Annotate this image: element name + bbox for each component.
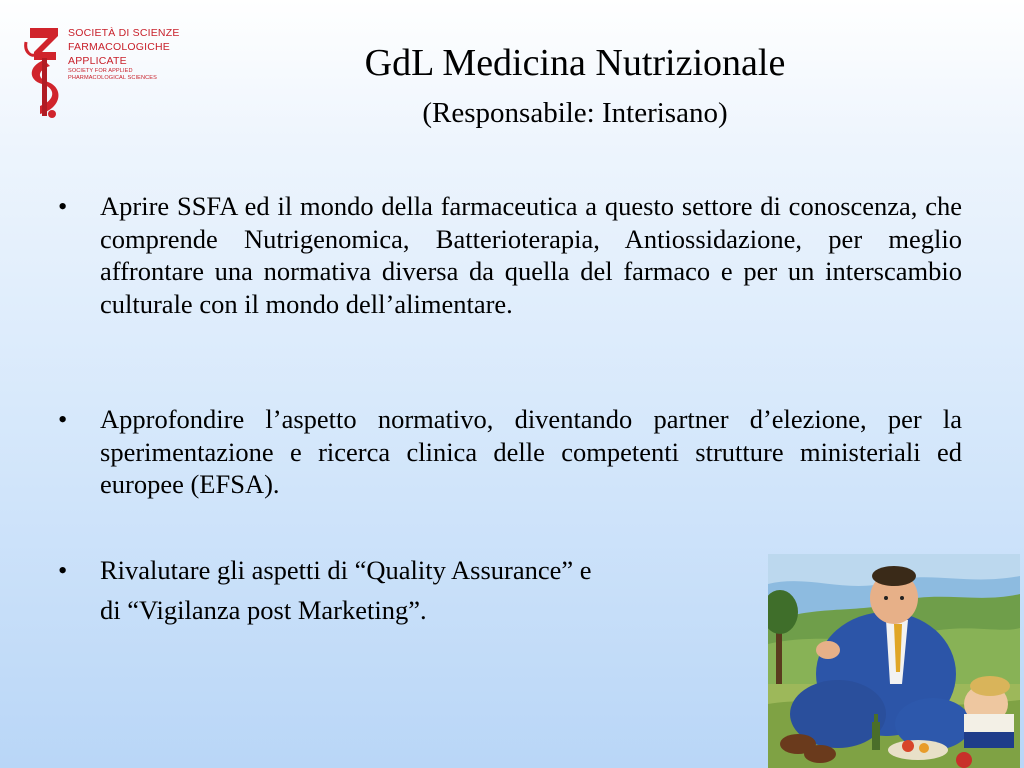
logo-line-1: SOCIETÀ DI SCIENZE <box>68 27 180 39</box>
bullet-text <box>100 550 760 630</box>
bullet-dot: • <box>58 404 68 434</box>
bullet-text-line-1: Rivalutare gli aspetti di “Quality Assurance” e <box>100 555 592 585</box>
bullet-text: Approfondire l’aspetto normativo, diventando partner d’elezione, per la sperimentazione e ricerca clinica delle competenti strutture ministeriali ed europee (EFSA). <box>100 404 962 499</box>
bullet-dot: • <box>58 191 68 221</box>
logo-line-3: APPLICATE <box>68 55 127 67</box>
slide-title: GdL Medicina Nutrizionale <box>364 42 786 84</box>
caduceus-logo-icon <box>22 22 68 120</box>
bullet-text: Aprire SSFA ed il mondo della farmaceutica a questo settore di conoscenza, che comprende Nutrigenomica, Batterioterapia, Antiossidazione, per meglio affrontare una normativa diversa da quella del farmaco e per un interscambio culturale con il mondo dell’alimentare. <box>100 191 962 319</box>
logo-sub-line-2: PHARMACOLOGICAL SCIENCES <box>68 75 157 81</box>
painting-illustration <box>768 554 1020 768</box>
bullet-dot: • <box>58 555 68 585</box>
logo-sub-line-1: SOCIETY FOR APPLIED <box>68 68 133 74</box>
logo-line-2: FARMACOLOGICHE <box>68 41 170 53</box>
bullet-text-line-2: di “Vigilanza post Marketing”. <box>100 595 427 625</box>
painting-image <box>768 554 1020 768</box>
slide-subtitle: (Responsabile: Interisano) <box>422 97 728 129</box>
ssfa-logo <box>22 22 182 122</box>
